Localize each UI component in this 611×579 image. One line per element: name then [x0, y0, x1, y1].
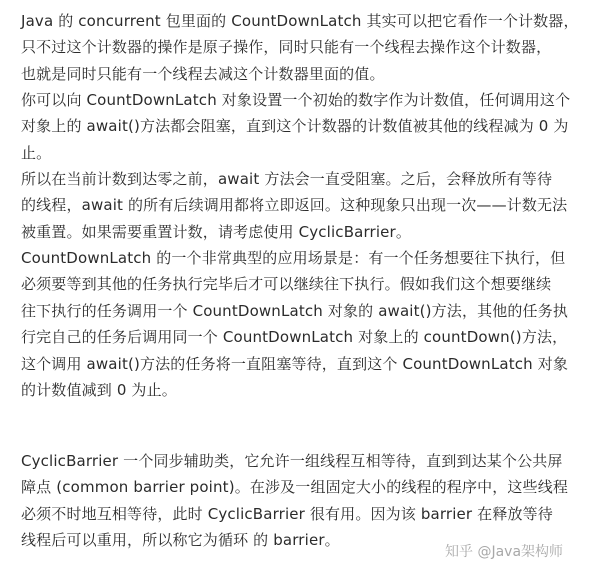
text-line: 的计数值减到 0 为止。: [21, 380, 177, 399]
text-line: 障点 (common barrier point)。在涉及一组固定大小的线程的程序中，这些线程: [21, 478, 568, 497]
text-line: 对象上的 await()方法都会阻塞，直到这个计数器的计数值被其他的线程减为 0 为: [21, 117, 569, 136]
text-line: 必须要等到其他的任务执行完毕后才可以继续往下执行。假如我们这个想要继续: [21, 275, 552, 294]
text-line: 的线程，await 的所有后续调用都将立即返回。这种现象只出现一次——计数无法: [21, 196, 568, 215]
text-line: Java 的 concurrent 包里面的 CountDownLatch 其实可以把它看作一个计数器，: [21, 12, 579, 30]
text-line: 你可以向 CountDownLatch 对象设置一个初始的数字作为计数值，任何调用这个: [21, 91, 571, 109]
text-line: 往下执行的任务调用一个 CountDownLatch 对象的 await()方法，其他的任务执: [21, 301, 568, 320]
text-line: 行完自己的任务后调用同一个 CountDownLatch 对象上的 countDown()方法，: [21, 328, 568, 347]
text-line: 只不过这个计数器的操作是原子操作，同时只能有一个线程去操作这个计数器，: [21, 38, 552, 57]
text-line: 所以在当前计数到达零之前，await 方法会一直受阻塞。之后，会释放所有等待: [21, 170, 553, 188]
text-line: 线程后可以重用，所以称它为循环 的 barrier。: [21, 531, 340, 550]
text-line: 也就是同时只能有一个线程去减这个计数器里面的值。: [21, 64, 385, 83]
text-line: 止。: [21, 143, 52, 162]
paragraph-use-case: [21, 245, 601, 403]
paragraph-await-blocking: [21, 166, 601, 245]
paragraph-cyclicbarrier: [21, 448, 601, 554]
paragraph-countdownlatch-intro: [21, 8, 601, 87]
text-line: 必须不时地互相等待，此时 CyclicBarrier 很有用。因为该 barrier 在释放等待: [21, 504, 553, 523]
paragraph-initial-count: [21, 87, 601, 166]
zhihu-watermark: 知乎 @Java架构师: [445, 544, 564, 560]
text-line: CountDownLatch 的一个非常典型的应用场景是：有一个任务想要往下执行，但: [21, 249, 566, 267]
text-line: 这个调用 await()方法的任务将一直阻塞等待，直到这个 CountDownLatch 对象: [21, 354, 568, 373]
text-line: CyclicBarrier 一个同步辅助类，它允许一组线程互相等待，直到到达某个公共屏: [21, 452, 563, 470]
text-line: 被重置。如果需要重置计数，请考虑使用 CyclicBarrier。: [21, 222, 412, 241]
